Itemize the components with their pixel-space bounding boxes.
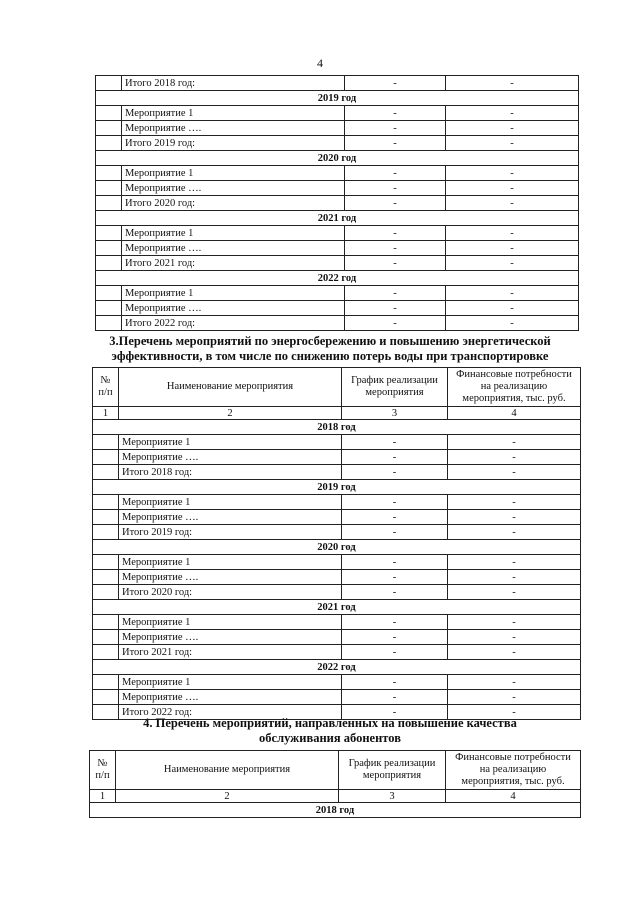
table-row: [93, 585, 581, 600]
row-total-label: Итого 2018 год:: [119, 465, 342, 480]
row-schedule: -: [342, 495, 448, 510]
table-row: [93, 525, 581, 540]
row-name: Мероприятие 1: [122, 106, 345, 121]
row-finance: -: [448, 630, 581, 645]
row-name: Мероприятие 1: [119, 615, 342, 630]
table-row: [93, 645, 581, 660]
row-num: [96, 241, 122, 256]
row-finance: -: [446, 196, 579, 211]
section4-title: [80, 716, 580, 746]
page-number: 4: [317, 56, 323, 70]
row-finance: -: [448, 450, 581, 465]
table-row: [96, 301, 579, 316]
row-num: [93, 675, 119, 690]
row-schedule: -: [342, 435, 448, 450]
row-finance: -: [448, 585, 581, 600]
row-name: Мероприятие ….: [119, 570, 342, 585]
year-row: [90, 803, 581, 818]
section3-table: [92, 367, 581, 720]
row-num: [96, 286, 122, 301]
row-schedule: -: [345, 121, 446, 136]
row-num: [93, 615, 119, 630]
row-finance: -: [446, 76, 579, 91]
table-row: [93, 570, 581, 585]
row-num: [93, 525, 119, 540]
row-schedule: -: [342, 690, 448, 705]
column-index-cell: 2: [116, 790, 339, 803]
row-num: [93, 585, 119, 600]
row-name: Мероприятие 1: [119, 495, 342, 510]
row-finance: -: [448, 495, 581, 510]
row-finance: -: [446, 316, 579, 331]
row-name: Мероприятие ….: [119, 630, 342, 645]
row-finance: -: [448, 555, 581, 570]
row-schedule: -: [345, 166, 446, 181]
row-num: [93, 630, 119, 645]
row-total-label: Итого 2018 год:: [122, 76, 345, 91]
year-row: [96, 91, 579, 106]
year-label: 2019 год: [96, 91, 579, 106]
row-num: [96, 256, 122, 271]
row-schedule: -: [342, 570, 448, 585]
header-finance: Финансовые потребности на реализацию мероприятия, тыс. руб.: [446, 751, 581, 790]
table-header-row: [93, 368, 581, 407]
row-name: Мероприятие 1: [119, 555, 342, 570]
row-finance: -: [446, 301, 579, 316]
header-num: № п/п: [93, 368, 119, 407]
row-num: [96, 301, 122, 316]
row-schedule: -: [345, 301, 446, 316]
row-schedule: -: [345, 136, 446, 151]
row-total-label: Итого 2020 год:: [122, 196, 345, 211]
column-index-cell: 1: [93, 407, 119, 420]
year-row: [96, 151, 579, 166]
table-row: [96, 196, 579, 211]
column-index-cell: 3: [342, 407, 448, 420]
header-schedule: График реализации мероприятия: [339, 751, 446, 790]
row-name: Мероприятие ….: [119, 690, 342, 705]
row-num: [96, 136, 122, 151]
row-num: [93, 690, 119, 705]
row-finance: -: [446, 256, 579, 271]
table-row: [93, 450, 581, 465]
row-num: [96, 121, 122, 136]
row-schedule: -: [342, 525, 448, 540]
row-schedule: -: [345, 76, 446, 91]
table-row: [93, 555, 581, 570]
table-row: [96, 256, 579, 271]
table-row: [96, 136, 579, 151]
row-num: [93, 495, 119, 510]
row-schedule: -: [342, 630, 448, 645]
row-num: [96, 226, 122, 241]
year-label: 2022 год: [93, 660, 581, 675]
row-schedule: -: [345, 196, 446, 211]
row-num: [93, 645, 119, 660]
row-finance: -: [446, 136, 579, 151]
row-finance: -: [446, 181, 579, 196]
row-num: [93, 435, 119, 450]
row-name: Мероприятие 1: [122, 286, 345, 301]
year-row: [93, 480, 581, 495]
header-name: Наименование мероприятия: [116, 751, 339, 790]
row-name: Мероприятие ….: [122, 121, 345, 136]
row-num: [93, 570, 119, 585]
row-finance: -: [448, 675, 581, 690]
row-schedule: -: [342, 555, 448, 570]
row-schedule: -: [345, 181, 446, 196]
table-row: [93, 435, 581, 450]
row-finance: -: [448, 525, 581, 540]
table-row: [96, 166, 579, 181]
row-schedule: -: [342, 675, 448, 690]
year-label: 2021 год: [96, 211, 579, 226]
row-total-label: Итого 2021 год:: [122, 256, 345, 271]
row-name: Мероприятие ….: [122, 301, 345, 316]
row-total-label: Итого 2020 год:: [119, 585, 342, 600]
section3-title-line2: эффективности, в том числе по снижению потерь воды при транспортировке: [111, 349, 549, 363]
column-index-row: [93, 407, 581, 420]
year-row: [93, 420, 581, 435]
header-name: Наименование мероприятия: [119, 368, 342, 407]
year-label: 2019 год: [93, 480, 581, 495]
row-schedule: -: [342, 585, 448, 600]
year-label: 2018 год: [90, 803, 581, 818]
row-total-label: Итого 2019 год:: [122, 136, 345, 151]
table-row: [96, 241, 579, 256]
column-index-cell: 1: [90, 790, 116, 803]
column-index-cell: 4: [448, 407, 581, 420]
column-index-cell: 4: [446, 790, 581, 803]
section4-table: [89, 750, 581, 818]
row-schedule: -: [342, 450, 448, 465]
year-row: [93, 540, 581, 555]
year-label: 2020 год: [96, 151, 579, 166]
row-name: Мероприятие ….: [119, 510, 342, 525]
table-row: [96, 226, 579, 241]
table-row: [96, 316, 579, 331]
year-label: 2022 год: [96, 271, 579, 286]
row-num: [96, 196, 122, 211]
section3-title: [80, 334, 580, 364]
row-finance: -: [446, 106, 579, 121]
row-name: Мероприятие ….: [119, 450, 342, 465]
row-num: [96, 181, 122, 196]
row-total-label: Итого 2021 год:: [119, 645, 342, 660]
table-row: [93, 465, 581, 480]
row-finance: -: [448, 645, 581, 660]
row-finance: -: [446, 166, 579, 181]
table-row: [93, 495, 581, 510]
year-label: 2018 год: [93, 420, 581, 435]
header-num: № п/п: [90, 751, 116, 790]
table-row: [93, 630, 581, 645]
table-row: [93, 675, 581, 690]
row-total-label: Итого 2022 год:: [122, 316, 345, 331]
row-schedule: -: [342, 465, 448, 480]
table-row: [93, 615, 581, 630]
row-schedule: -: [342, 705, 448, 720]
year-row: [93, 600, 581, 615]
row-schedule: -: [345, 106, 446, 121]
row-finance: -: [448, 465, 581, 480]
row-schedule: -: [342, 510, 448, 525]
header-finance: Финансовые потребности на реализацию мероприятия, тыс. руб.: [448, 368, 581, 407]
row-schedule: -: [345, 241, 446, 256]
year-row: [96, 271, 579, 286]
table-row: [96, 286, 579, 301]
row-schedule: -: [345, 256, 446, 271]
row-num: [93, 510, 119, 525]
table-row: [93, 510, 581, 525]
row-schedule: -: [345, 226, 446, 241]
year-row: [93, 660, 581, 675]
row-finance: -: [448, 570, 581, 585]
table-header-row: [90, 751, 581, 790]
row-name: Мероприятие 1: [119, 675, 342, 690]
row-finance: -: [446, 226, 579, 241]
table-row: [96, 106, 579, 121]
table-row: [93, 690, 581, 705]
table-row: [96, 121, 579, 136]
header-schedule: График реализации мероприятия: [342, 368, 448, 407]
table-row: [96, 181, 579, 196]
row-name: Мероприятие ….: [122, 181, 345, 196]
row-num: [96, 166, 122, 181]
row-schedule: -: [342, 645, 448, 660]
row-schedule: -: [345, 316, 446, 331]
row-num: [93, 555, 119, 570]
column-index-cell: 2: [119, 407, 342, 420]
row-num: [93, 450, 119, 465]
year-label: 2021 год: [93, 600, 581, 615]
section3-title-line1: 3.Перечень мероприятий по энергосбережению и повышению энергетической: [109, 334, 551, 348]
row-finance: -: [448, 705, 581, 720]
row-name: Мероприятие 1: [119, 435, 342, 450]
year-row: [96, 211, 579, 226]
section4-title-line1: 4. Перечень мероприятий, направленных на повышение качества: [143, 716, 517, 730]
row-schedule: -: [342, 615, 448, 630]
row-finance: -: [448, 615, 581, 630]
row-name: Мероприятие ….: [122, 241, 345, 256]
row-name: Мероприятие 1: [122, 226, 345, 241]
row-total-label: Итого 2022 год:: [119, 705, 342, 720]
row-finance: -: [446, 121, 579, 136]
row-finance: -: [446, 286, 579, 301]
row-finance: -: [448, 690, 581, 705]
row-num: [96, 76, 122, 91]
table-row: [96, 76, 579, 91]
row-total-label: Итого 2019 год:: [119, 525, 342, 540]
column-index-cell: 3: [339, 790, 446, 803]
section4-title-line2: обслуживания абонентов: [259, 731, 401, 745]
row-finance: -: [446, 241, 579, 256]
row-finance: -: [448, 435, 581, 450]
row-num: [96, 316, 122, 331]
row-num: [96, 106, 122, 121]
row-num: [93, 465, 119, 480]
top-table: [95, 75, 579, 331]
row-schedule: -: [345, 286, 446, 301]
year-label: 2020 год: [93, 540, 581, 555]
column-index-row: [90, 790, 581, 803]
row-name: Мероприятие 1: [122, 166, 345, 181]
row-finance: -: [448, 510, 581, 525]
